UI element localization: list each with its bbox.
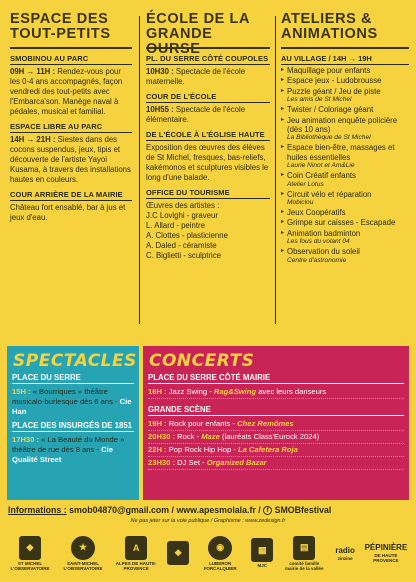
partner-logos	[8, 528, 408, 578]
concert-rows	[143, 419, 409, 470]
band-name: Organized Bazar	[206, 458, 267, 467]
logo-caption: ST MICHEL L'OBSERVATOIRE	[10, 560, 50, 571]
partner-logo	[61, 536, 105, 571]
atelier-organizer: Les amis de St Michel	[287, 96, 352, 104]
artist-item: J.C Lovighi - graveur	[146, 211, 218, 220]
column-title	[10, 12, 132, 43]
section-text	[146, 105, 270, 125]
section-text: Exposition des œuvres des élèves de St Michel, fresques, bas-reliefs, kakémonos et sculptures visibles le long d'une balade.	[146, 143, 269, 182]
description: Jazz Swing -	[168, 387, 212, 396]
section-label: PL. DU SERRE CÔTÉ COUPOLES	[146, 54, 269, 63]
spectacle-item	[12, 435, 134, 464]
atelier-label: Animation badminton	[287, 228, 361, 238]
atelier-item	[281, 105, 409, 114]
logo-mark-icon: ▤	[293, 536, 315, 560]
description: Rendez-vous pour les 0-4 ans accompagnés, façon vendredi des tout-petits avec l'Embarca'son. Manège naval à pédales, musical et familial.	[10, 67, 123, 116]
facebook-icon[interactable]: f	[263, 506, 272, 515]
concert-row	[148, 432, 404, 444]
atelier-item	[281, 247, 409, 264]
band-name: La Cafetera Roja	[237, 445, 298, 454]
description: Rock -	[177, 432, 200, 441]
atelier-organizer: Centre d'astronomie	[287, 256, 347, 264]
artists-list	[146, 201, 270, 261]
note: (lauréats Class'Eurock 2024)	[221, 432, 320, 441]
band-name: Rag&Swing	[213, 387, 257, 396]
time-label: 16H :	[148, 387, 167, 396]
band-name: Maze	[201, 432, 220, 441]
band-name: Chez Remômes	[237, 419, 294, 428]
section-label: DE L'ÉCOLE À L'ÉGLISE HAUTE	[146, 130, 270, 141]
logo-caption: ALPES DE HAUTE-PROVENCE	[115, 560, 157, 571]
artists-intro: Œuvres des artistes :	[146, 201, 220, 210]
time-label: 20H30 :	[148, 432, 176, 441]
logo-mark-icon: ★	[71, 536, 95, 560]
description: Spectacle de l'école élémentaire.	[146, 105, 246, 124]
title-line: ATELIERS &	[281, 11, 373, 27]
time-label: 10H55 :	[146, 105, 174, 114]
title-line: TOUT-PETITS	[10, 26, 111, 42]
time-label: 22H :	[148, 445, 167, 454]
logo-caption: LUBERON FORCALQUIER	[203, 560, 237, 571]
atelier-label: Espace jeux - Ludobrousse	[287, 76, 382, 86]
partner-logo	[335, 546, 355, 561]
time-label: 14H → 21H :	[10, 135, 56, 144]
section-label: SMOBINOU AU PARC	[10, 54, 132, 65]
atelier-item	[281, 171, 409, 188]
column-divider	[275, 16, 276, 324]
note: avec leurs danseurs	[258, 387, 327, 396]
spectacle-item	[12, 387, 134, 416]
title-line: GRANDE OURSE	[146, 26, 213, 57]
partner-logo	[167, 541, 189, 565]
info-line	[8, 505, 408, 515]
title-line: ESPACE DES	[10, 11, 109, 27]
column-ateliers	[281, 12, 409, 266]
title-rule	[281, 47, 409, 49]
atelier-label: Circuit vélo et réparation	[287, 189, 372, 199]
description: Spectacle de l'école maternelle.	[146, 67, 246, 86]
title-line: ANIMATIONS	[281, 26, 378, 42]
ateliers-list	[281, 66, 409, 265]
time-label: 17H30 :	[12, 435, 40, 445]
artist-item: C. Biglietti - sculptrice	[146, 251, 221, 260]
artist-item: A. Clottes - plasticienne	[146, 231, 228, 240]
description: DJ Set -	[177, 458, 205, 467]
atelier-item	[281, 218, 409, 227]
logo-mark-icon: ◆	[19, 536, 41, 560]
panel-title: CONCERTS	[149, 351, 255, 371]
column-title	[146, 11, 270, 57]
place-label: PLACE DES INSURGÉS DE 1851	[12, 421, 133, 431]
atelier-item	[281, 66, 409, 75]
place-label: PLACE DU SERRE	[12, 373, 134, 384]
footer-note: Ne pas jeter sur la voie publique / Graphisme : www.zedesign.fr	[130, 518, 286, 524]
section-label: AU VILLAGE / 14H → 19H	[281, 54, 409, 65]
atelier-item	[281, 208, 409, 217]
time-label: 19H :	[148, 419, 167, 428]
spectacles-panel	[7, 346, 139, 500]
atelier-label: Grimpe sur caisses - Escapade	[287, 218, 396, 228]
partner-logo	[114, 536, 158, 571]
place-label: GRANDE SCÈNE	[148, 405, 404, 416]
atelier-label: Observation du soleil	[287, 247, 360, 257]
logo-caption: zinzine	[337, 555, 353, 561]
column-title	[281, 12, 409, 43]
description: Pop Rock Hip Hop -	[168, 445, 236, 454]
partner-logo	[198, 536, 242, 571]
logo-mark-icon: PÉPINIÈRE	[364, 543, 408, 552]
atelier-organizer: Mobiclou	[287, 199, 314, 207]
partner-logo	[8, 536, 52, 571]
atelier-item	[281, 116, 409, 143]
atelier-label: Puzzle géant / Jeu de piste	[287, 86, 381, 96]
logo-mark-icon: A	[125, 536, 147, 560]
concert-row	[148, 419, 404, 431]
panel-title: SPECTACLES	[13, 351, 137, 371]
time-label: 15H :	[12, 387, 31, 396]
section-label: ESPACE LIBRE AU PARC	[10, 122, 132, 133]
concerts-panel	[143, 346, 409, 500]
contact-links[interactable]: smob04870@gmail.com / www.apesmolala.fr /	[69, 505, 261, 515]
logo-mark-icon: ▦	[251, 538, 273, 562]
atelier-item	[281, 87, 409, 104]
atelier-label: Maquillage pour enfants	[287, 66, 371, 75]
section-label: COUR ARRIÈRE DE LA MAIRIE	[10, 190, 132, 201]
atelier-organizer: La Bibliothèque de St Michel	[287, 134, 371, 142]
logo-caption: comité famille mairie de la vallée	[285, 560, 324, 571]
column-ecole	[146, 12, 270, 266]
atelier-label: Jeu animation enquête policière (dès 10 ans)	[287, 115, 398, 135]
atelier-item	[281, 143, 409, 170]
atelier-label: Coin Créatif enfants	[287, 171, 356, 181]
logo-caption: SAINT-MICHEL L'OBSERVATOIRE	[63, 560, 103, 571]
section-label: OFFICE DU TOURISME	[146, 188, 270, 199]
social-handle[interactable]: SMOBfestival	[274, 505, 332, 515]
company-name: Cie Qualité Street	[12, 445, 113, 464]
place-label: PLACE DU SERRE CÔTÉ MAIRIE	[148, 373, 404, 384]
time-label: 23H30 :	[148, 458, 176, 467]
description: Rock pour enfants -	[168, 419, 235, 428]
time-label: 09H → 11H :	[10, 67, 56, 76]
description: Siestes dans des cocons suspendus, jeux, tipis et découverte de l'artiste Yayoi Kusama, à travers des installations hautes en couleurs.	[10, 135, 131, 184]
title-line: ÉCOLE DE LA	[146, 11, 251, 27]
atelier-item	[281, 76, 409, 85]
logo-caption: MJC	[257, 563, 267, 568]
artist-item: A. Daled - céramiste	[146, 241, 217, 250]
partner-logo	[364, 543, 408, 563]
concert-row	[148, 445, 404, 457]
atelier-item	[281, 190, 409, 207]
section-text	[10, 67, 132, 117]
atelier-item	[281, 229, 409, 246]
column-divider	[139, 16, 140, 324]
atelier-label: Espace bien-être, massages et huiles essentielles	[287, 143, 395, 162]
atelier-organizer: Laurie Ninot et Am&Lie	[287, 162, 355, 170]
title-rule	[10, 47, 132, 49]
logo-mark-icon: ◉	[208, 536, 232, 560]
section-text: Château fort ensablé, bar à jus et jeux d'eau.	[10, 203, 126, 222]
atelier-organizer: Les fous du volant 04	[287, 238, 350, 246]
time-label: 10H30 :	[146, 67, 174, 76]
section-text	[10, 135, 132, 185]
artist-item: L. Allard - peintre	[146, 221, 205, 230]
info-label: Informations :	[8, 505, 67, 515]
description: « Bourriques » théâtre musicalo-burlesque dès 6 ans -	[12, 387, 118, 406]
section-label: COUR DE L'ÉCOLE	[146, 92, 270, 103]
column-tout-petits	[10, 12, 132, 228]
atelier-label: Jeux Coopératifs	[287, 208, 346, 218]
section-text	[146, 67, 270, 87]
logo-mark-icon: ❖	[167, 541, 189, 565]
concert-row	[148, 387, 404, 399]
logo-mark-icon: radio	[335, 545, 355, 555]
logo-caption: DE HAUTE PROVENCE	[373, 553, 399, 563]
description: « La Beauté du Monde » théâtre de rue dès 8 ans -	[12, 435, 125, 455]
concert-row	[148, 458, 404, 470]
partner-logo	[282, 536, 326, 571]
atelier-label: Twister / Coloriage géant	[287, 105, 374, 115]
partner-logo	[251, 538, 273, 568]
atelier-organizer: Atelier Lotus	[287, 180, 324, 188]
company-name: Cie Han	[12, 396, 132, 416]
